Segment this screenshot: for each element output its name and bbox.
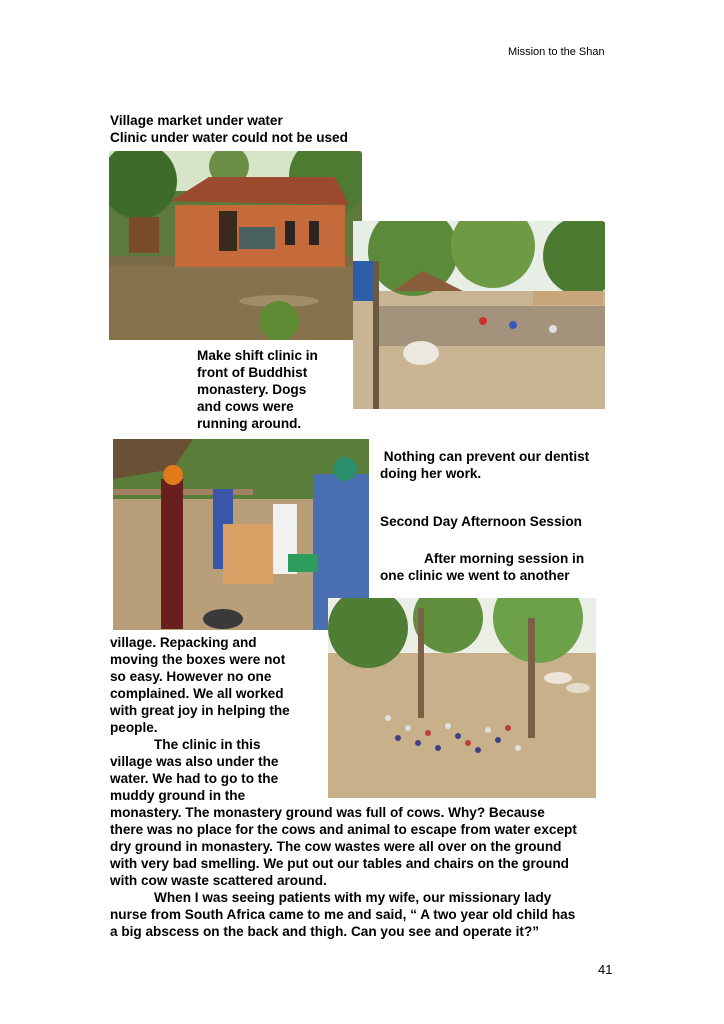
session-intro-line [380, 550, 584, 567]
session-intro-text: After morning session in [424, 551, 585, 566]
caption-market-line1: Village market under water [110, 113, 283, 128]
session-title: Second Day Afternoon Session [380, 514, 582, 529]
body-line: moving the boxes were not [110, 652, 286, 667]
running-header: Mission to the Shan [508, 46, 605, 58]
body-line [110, 736, 577, 753]
body-line: water. We had to go to the [110, 771, 279, 786]
caption-market [110, 112, 348, 146]
body-line: with great joy in helping the [110, 703, 290, 718]
body-line-text: The clinic in this [154, 737, 261, 752]
body-line: dry ground in monastery. The cow wastes were all over on the ground [110, 839, 562, 854]
body-line: with very bad smelling. We put out our tables and chairs on the ground [110, 856, 569, 871]
body-line: there was no place for the cows and animal to escape from water except [110, 822, 577, 837]
caption-market-line2: Clinic under water could not be used [110, 130, 348, 145]
body-line: so easy. However no one [110, 669, 272, 684]
caption-clinic [197, 347, 318, 432]
session-intro-line: one clinic we went to another [380, 568, 570, 583]
caption-dentist-line: Nothing can prevent our dentist [380, 449, 590, 464]
body-line [110, 889, 577, 906]
caption-clinic-line: running around. [197, 416, 302, 431]
session-intro [380, 550, 584, 584]
caption-dentist-line: doing her work. [380, 466, 482, 481]
caption-clinic-line: front of Buddhist [197, 365, 308, 380]
caption-clinic-line: and cows were [197, 399, 294, 414]
caption-dentist [380, 448, 589, 482]
body-line-text: When I was seeing patients with my wife, our missionary lady [154, 890, 552, 905]
body-narrow-block [110, 634, 577, 940]
body-line: complained. We all worked [110, 686, 284, 701]
body-line: muddy ground in the [110, 788, 246, 803]
body-line: people. [110, 720, 158, 735]
caption-clinic-line: Make shift clinic in [197, 348, 318, 363]
body-line: village was also under the [110, 754, 279, 769]
body-line: village. Repacking and [110, 635, 257, 650]
body-line: a big abscess on the back and thigh. Can you see and operate it?” [110, 924, 540, 939]
caption-clinic-line: monastery. Dogs [197, 382, 307, 397]
page-number: 41 [598, 962, 613, 977]
flooded-clinic-photo [109, 151, 362, 340]
body-line: monastery. The monastery ground was full of cows. Why? Because [110, 805, 545, 820]
body-line: with cow waste scattered around. [110, 873, 327, 888]
makeshift-clinic-photo [353, 221, 605, 409]
body-line: nurse from South Africa came to me and said, “ A two year old child has [110, 907, 576, 922]
